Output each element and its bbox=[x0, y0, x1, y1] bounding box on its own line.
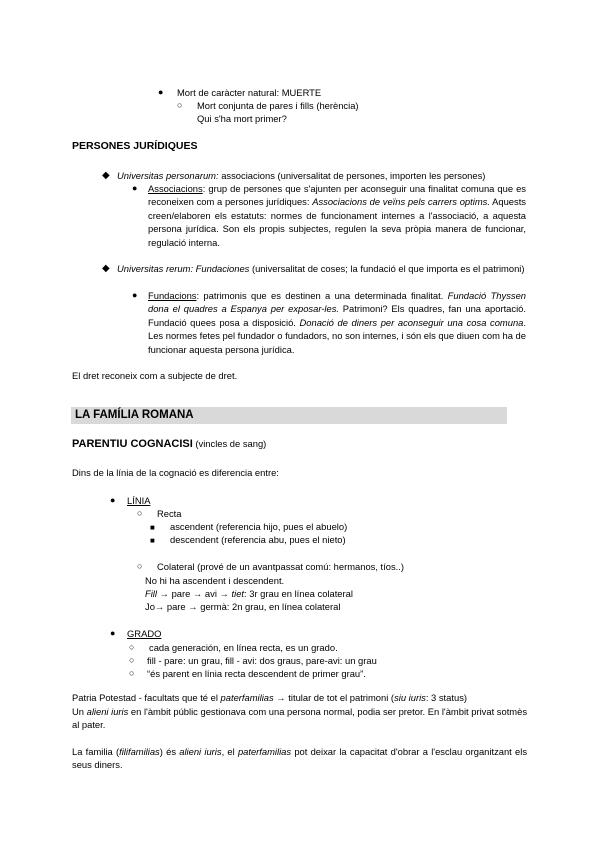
linia-label: LÍNIA bbox=[127, 495, 151, 506]
bullet-icon: ● bbox=[110, 628, 116, 638]
fill-word: Fill bbox=[145, 588, 157, 599]
family-heading: LA FAMÍLIA ROMANA bbox=[75, 409, 194, 421]
who-first-text: Qui s'ha mort primer? bbox=[197, 113, 287, 124]
familia-paragraph bbox=[72, 745, 527, 772]
alieni-b: alieni iuris bbox=[86, 706, 129, 717]
circle-bullet-icon: ○ bbox=[129, 668, 135, 678]
legal-item2-line bbox=[117, 262, 526, 275]
square-bullet-icon: ■ bbox=[150, 523, 155, 532]
familia-e: , el bbox=[221, 746, 238, 757]
associacions-text-b: Aquests creen/elaboren els estatuts: normes de funcionament internes a l'associació, a aquesta persona jurídica. Son els propis subjectes, regulen la seva pròpia manera de funcionar, regulació interna. bbox=[148, 196, 526, 248]
recta-text: Recta bbox=[157, 508, 182, 519]
associacions-label: Associacions bbox=[148, 183, 203, 194]
fill-chain: → pare → avi → bbox=[156, 588, 232, 599]
bullet-icon: ● bbox=[132, 183, 138, 193]
legal-item2-desc: (universalitat de coses; la fundació el que importa es el patrimoni) bbox=[249, 263, 525, 274]
alieni-c: en l'àmbit públic gestionava com una persona normal, podia ser pretor. En l'àmbit privat sotmès al pater. bbox=[72, 706, 528, 731]
associacions-example: Associacions de veïns pels carrers optims. bbox=[312, 196, 490, 208]
death-natural-text: Mort de caràcter natural: MUERTE bbox=[177, 87, 322, 98]
patria-potestad-line bbox=[72, 691, 467, 704]
diamond-bullet-icon: ◆ bbox=[102, 170, 110, 181]
parentiu-line bbox=[72, 437, 266, 451]
circle-bullet-icon: ○ bbox=[137, 561, 143, 571]
grado-item-2: fill - pare: un grau, fill - avi: dos graus, pare-avi: un grau bbox=[147, 655, 377, 666]
joint-death-text: Mort conjunta de pares i fills (herència) bbox=[197, 100, 359, 111]
legal-persons-heading: PERSONES JURÍDIQUES bbox=[72, 140, 198, 152]
patria-b: paterfamilias bbox=[220, 692, 274, 703]
fundacions-text-a: : patrimonis que es destinen a una determinada finalitat. bbox=[196, 290, 448, 301]
legal-item1-line bbox=[117, 169, 485, 182]
bullet-icon: ● bbox=[158, 87, 164, 97]
familia-b: filifamilias bbox=[119, 746, 160, 757]
alieni-a: Un bbox=[72, 706, 87, 717]
patria-c: → titular de tot el patrimoni ( bbox=[273, 692, 395, 703]
parentiu-sub: (vincles de sang) bbox=[192, 438, 267, 449]
fill-grade: : 3r grau en línea colateral bbox=[244, 588, 353, 599]
patria-e: : 3 status) bbox=[425, 692, 468, 703]
jo-line: Jo→ pare → germà: 2n grau, en línea colateral bbox=[145, 601, 341, 612]
patria-a: Patria Potestad - facultats que té el bbox=[72, 692, 221, 703]
fundacions-example-b: Donació de diners per aconseguir una cosa comuna bbox=[299, 316, 524, 328]
familia-d: alieni iuris bbox=[179, 746, 222, 757]
patria-d: siu iuris bbox=[394, 692, 426, 703]
familia-a: La familia ( bbox=[72, 746, 120, 757]
bullet-icon: ● bbox=[110, 495, 116, 505]
fundacions-label: Fundacions bbox=[148, 290, 197, 301]
grado-item-1: cada generación, en línea recta, es un grado. bbox=[149, 642, 338, 653]
colateral-text: Colateral (prové de un avantpassat comú: hermanos, tíos..) bbox=[157, 561, 405, 572]
familia-f: paterfamilias bbox=[237, 746, 292, 757]
diamond-bullet-icon: ◆ bbox=[102, 263, 110, 274]
no-hi-ha-text: No hi ha ascendent i descendent. bbox=[145, 575, 285, 586]
legal-item2-title: Universitas rerum: Fundaciones bbox=[117, 263, 250, 274]
fundacions-example-a: Fundació Thyssen dona el quadres a Espanya per exposar-les. bbox=[148, 290, 526, 315]
alieni-iuris-paragraph bbox=[72, 705, 527, 732]
grado-item-3: “és parent en línia recta descendent de primer grau”. bbox=[147, 668, 366, 679]
grado-label: GRADO bbox=[127, 628, 162, 639]
descendent-text: descendent (referencia abu, pues el nieto) bbox=[170, 534, 346, 545]
legal-item1-desc: associacions (universalitat de persones, importen les persones) bbox=[218, 170, 486, 181]
fundacions-paragraph bbox=[148, 289, 526, 356]
familia-g: pot deixar la capacitat d'obrar a l'esclau organitzant els seus diners. bbox=[72, 746, 528, 771]
fill-line bbox=[145, 587, 353, 600]
associacions-text-a: : grup de persones que s'ajunten per aconseguir una finalitat comuna que es reconeixen com a persones jurídiques: bbox=[148, 183, 526, 208]
legal-item1-title: Universitas personarum: bbox=[117, 170, 219, 181]
associacions-paragraph bbox=[148, 182, 526, 249]
legal-closing-text: El dret reconeix com a subjecte de dret. bbox=[72, 370, 238, 381]
circle-bullet-icon: ○ bbox=[129, 655, 135, 665]
bullet-icon: ● bbox=[132, 290, 138, 300]
familia-c: ) és bbox=[159, 746, 180, 757]
circle-bullet-icon: ○ bbox=[129, 642, 135, 652]
parentiu-title: PARENTIU COGNACISI bbox=[72, 438, 193, 450]
square-bullet-icon: ■ bbox=[150, 536, 155, 545]
fundacions-text-c: . Les normes fetes pel fundador o fundadors, no son internes, i són els que diuen com ha de funcionar aquesta persona jurídica. bbox=[148, 316, 526, 355]
cognacio-intro: Dins de la línia de la cognació es diferencia entre: bbox=[72, 467, 279, 478]
circle-bullet-icon: ○ bbox=[137, 508, 143, 518]
fundacions-text-b: Patrimoni? Els quadres, fan una aportació. Fundació quees posa a disposició. bbox=[148, 303, 526, 328]
tiet-word: tiet bbox=[231, 588, 245, 599]
circle-bullet-icon: ○ bbox=[177, 100, 183, 110]
ascendent-text: ascendent (referencia hijo, pues el abuelo) bbox=[170, 521, 348, 532]
